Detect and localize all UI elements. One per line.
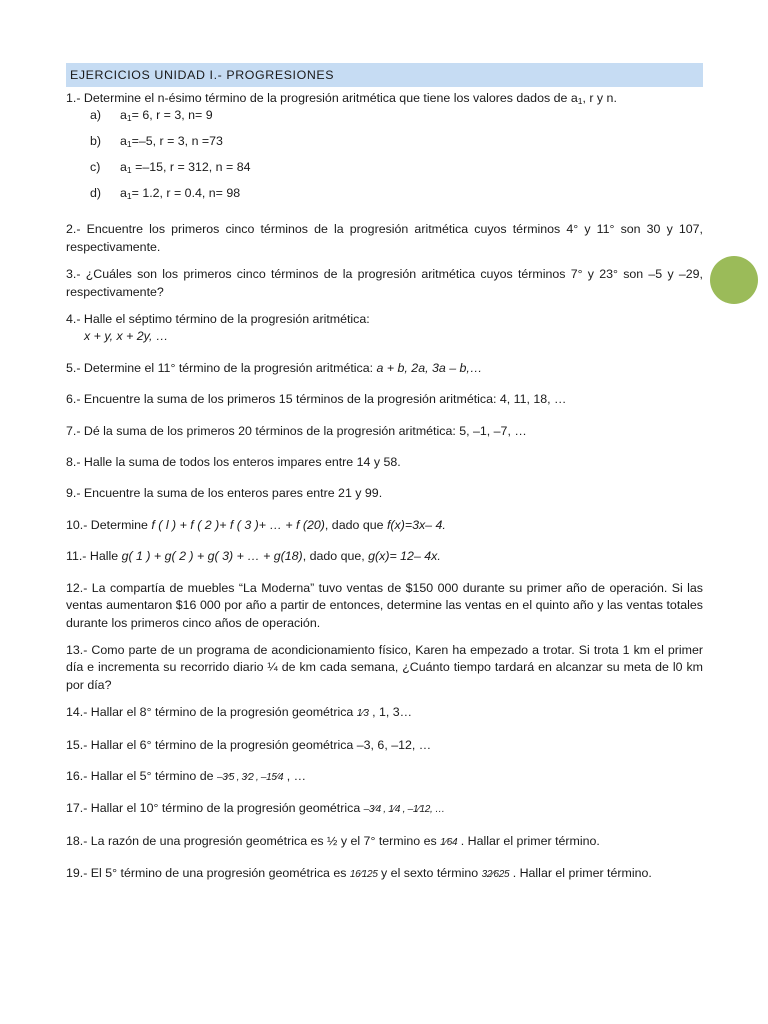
exercise-14: 14.- Hallar el 8° término de la progresión geométrica 1⁄3 , 1, 3…: [66, 705, 413, 720]
exercise-12: 12.- La compartía de muebles “La Moderna” tuvo ventas de $150 000 durante su primer año de operación. Si las ventas aumentaron $16 000 por año a partir de entonces, determine las ventas en el quinto año y las ventas totales durante los primeros cinco años de operación.: [66, 580, 703, 630]
exercise-5-expression: a + b, 2a, 3a – b,…: [376, 360, 483, 375]
exercise-11: 11.- Halle g( 1 ) + g( 2 ) + g( 3) + … + g(18), dado que, g(x)= 12– 4x.: [66, 549, 441, 564]
exercise-1-item-c: [90, 159, 703, 185]
exercise-1: [66, 90, 703, 107]
exercise-4-text: 4.- Halle el séptimo término de la progresión aritmética:: [66, 312, 370, 327]
exercise-10: 10.- Determine f ( l ) + f ( 2 )+ f ( 3 )+ … + f (20), dado que f(x)=3x– 4.: [66, 517, 446, 532]
exercise-sheet: [66, 63, 703, 884]
fraction: –3⁄5 , 3⁄2 , –15⁄4: [216, 771, 284, 783]
exercise-11-expression: g( 1 ) + g( 2 ) + g( 3) + … + g(18): [121, 549, 303, 564]
item-text: $a_1 =-15$, r = 312, n = 84: [120, 160, 251, 176]
item-label: a): [90, 108, 102, 123]
exercise-1-text: 1.- Determine el n-ésimo término de la progresión aritmética que tiene los valores dados de a: [66, 91, 578, 105]
exercise-15: 15.- Hallar el 6° término de la progresión geométrica –3, 6, –12, …: [66, 737, 432, 752]
exercise-1-item-b: [90, 133, 703, 159]
exercise-5: [66, 360, 703, 377]
exercise-3: 3.- ¿Cuáles son los primeros cinco términos de la progresión aritmética cuyos términos 7° y 23° son –5 y –29, respectivamente?: [66, 267, 703, 299]
exercise-8: 8.- Halle la suma de todos los enteros impares entre 14 y 58.: [66, 455, 401, 470]
exercise-4: [66, 311, 703, 346]
exercise-11-condition: g(x)= 12– 4x.: [368, 549, 441, 564]
item-label: b): [90, 134, 102, 149]
fraction: 1⁄64: [440, 836, 458, 848]
fraction: 16⁄125: [349, 869, 378, 881]
item-text: $a_1= 6$, r = 3, n= 9: [120, 108, 213, 124]
exercise-4-expression: x + y, x + 2y, …: [84, 329, 169, 344]
subscript: 1: [577, 96, 583, 106]
decorative-green-circle: [710, 256, 758, 304]
exercise-9: 9.- Encuentre la suma de los enteros pares entre 21 y 99.: [66, 486, 383, 501]
item-text: $a_1=-5$, r = 3, n =73: [120, 134, 223, 150]
exercise-16: 16.- Hallar el 5° término de –3⁄5 , 3⁄2 , –15⁄4 , …: [66, 768, 307, 783]
exercise-1-item-a: [90, 107, 703, 133]
exercise-2: 2.- Encuentre los primeros cinco términos de la progresión aritmética cuyos términos 4° y 11° son 30 y 107, respectivamente.: [66, 222, 703, 254]
exercise-7: 7.- Dé la suma de los primeros 20 términos de la progresión aritmética: 5, –1, –7, …: [66, 423, 527, 438]
fraction: 1⁄3: [356, 708, 369, 720]
exercise-18: 18.- La razón de una progresión geométrica es ½ y el 7° termino es 1⁄64 . Hallar el primer término.: [66, 833, 600, 848]
fraction: –3⁄4 , 1⁄4 , –1⁄12, …: [363, 804, 445, 816]
item-label: d): [90, 186, 102, 201]
exercise-1-text-end: , r y n.: [582, 91, 617, 105]
exercise-10-condition: f(x)=3x– 4.: [386, 517, 446, 532]
page-title: EJERCICIOS UNIDAD I.- PROGRESIONES: [66, 63, 703, 87]
exercise-17: 17.- Hallar el 10° término de la progresión geométrica –3⁄4 , 1⁄4 , –1⁄12, …: [66, 801, 445, 816]
exercise-5-text: 5.- Determine el 11° término de la progresión aritmética:: [66, 360, 374, 375]
fraction: 32⁄625: [481, 869, 510, 881]
exercise-19: 19.- El 5° término de una progresión geométrica es 16⁄125 y el sexto término 32⁄625 . Hallar el primer término.: [66, 866, 652, 881]
item-text: $a_1= 1.2$, r = 0.4, n= 98: [120, 186, 241, 202]
exercise-1-item-d: [90, 185, 703, 211]
exercise-10-expression: f ( l ) + f ( 2 )+ f ( 3 )+ … + f (20): [151, 517, 325, 532]
exercise-6: 6.- Encuentre la suma de los primeros 15 términos de la progresión aritmética: 4, 11, 18, …: [66, 392, 567, 407]
exercise-13: 13.- Como parte de un programa de acondicionamiento físico, Karen ha empezado a trotar. Si trota 1 km el primer día e incrementa su recorrido diario ¼ de km cada semana, ¿Cuánto tiempo tardará en alcanzar su meta de l0 km por día?: [66, 642, 703, 692]
item-label: c): [90, 160, 101, 175]
